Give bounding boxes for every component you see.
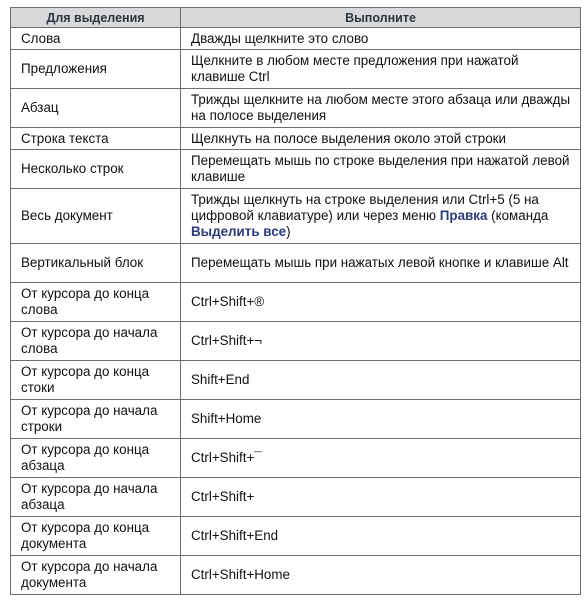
menu-edit-name: Правка <box>439 208 488 223</box>
row-action: Shift+Home <box>181 400 581 439</box>
selection-methods-table <box>10 7 581 595</box>
table-row <box>11 439 581 478</box>
row-action: Shift+End <box>181 361 581 400</box>
table-row <box>11 361 581 400</box>
header-for-selection: Для выделения <box>11 8 181 28</box>
row-target: Вертикальный блок <box>11 244 181 283</box>
row-target: От курсора до начала слова <box>11 322 181 361</box>
row-target: Строка текста <box>11 128 181 150</box>
row-action: Щелкните в любом месте предложения при нажатой клавише Ctrl <box>181 50 581 89</box>
table-row <box>11 150 581 189</box>
header-do: Выполните <box>181 8 581 28</box>
row-target: От курсора до конца абзаца <box>11 439 181 478</box>
action-text: (команда <box>487 208 549 223</box>
table-row <box>11 128 581 150</box>
row-target: Слова <box>11 28 181 50</box>
row-action: Ctrl+Shift+End <box>181 517 581 556</box>
row-action: Щелкнуть на полосе выделения около этой строки <box>181 128 581 150</box>
row-action: Ctrl+Shift+® <box>181 283 581 322</box>
row-target: Несколько строк <box>11 150 181 189</box>
row-target: От курсора до начала абзаца <box>11 478 181 517</box>
row-action: Ctrl+Shift+Home <box>181 556 581 595</box>
row-target: От курсора до конца стоки <box>11 361 181 400</box>
row-target: Предложения <box>11 50 181 89</box>
table-row <box>11 244 581 283</box>
table-row <box>11 478 581 517</box>
table-row <box>11 50 581 89</box>
row-action: Ctrl+Shift+ <box>181 478 581 517</box>
row-action: Трижды щелкните на любом месте этого абзаца или дважды на полосе выделения <box>181 89 581 128</box>
row-action: Перемещать мышь по строке выделения при нажатой левой клавише <box>181 150 581 189</box>
table-row <box>11 322 581 361</box>
action-text: ) <box>286 224 291 239</box>
table-row <box>11 28 581 50</box>
command-select-all-name: Выделить все <box>191 224 287 239</box>
row-action: Дважды щелкните это слово <box>181 28 581 50</box>
action-text: Трижды щелкнуть на строке выделения или Ctrl+5 (5 на цифровой клавиатуре) или через меню <box>191 192 539 223</box>
row-target: От курсора до начала документа <box>11 556 181 595</box>
table-row <box>11 89 581 128</box>
row-action <box>181 189 581 244</box>
row-action: Ctrl+Shift+¬ <box>181 322 581 361</box>
row-target: От курсора до начала строки <box>11 400 181 439</box>
row-target: От курсора до конца документа <box>11 517 181 556</box>
table-row <box>11 556 581 595</box>
table-row <box>11 517 581 556</box>
row-target: Абзац <box>11 89 181 128</box>
row-target: От курсора до конца слова <box>11 283 181 322</box>
table-row <box>11 283 581 322</box>
row-action: Перемещать мышь при нажатых левой кнопке и клавише Alt <box>181 244 581 283</box>
table-row <box>11 189 581 244</box>
table-row <box>11 400 581 439</box>
row-target: Весь документ <box>11 189 181 244</box>
row-action: Ctrl+Shift+¯ <box>181 439 581 478</box>
table-header-row <box>11 8 581 28</box>
